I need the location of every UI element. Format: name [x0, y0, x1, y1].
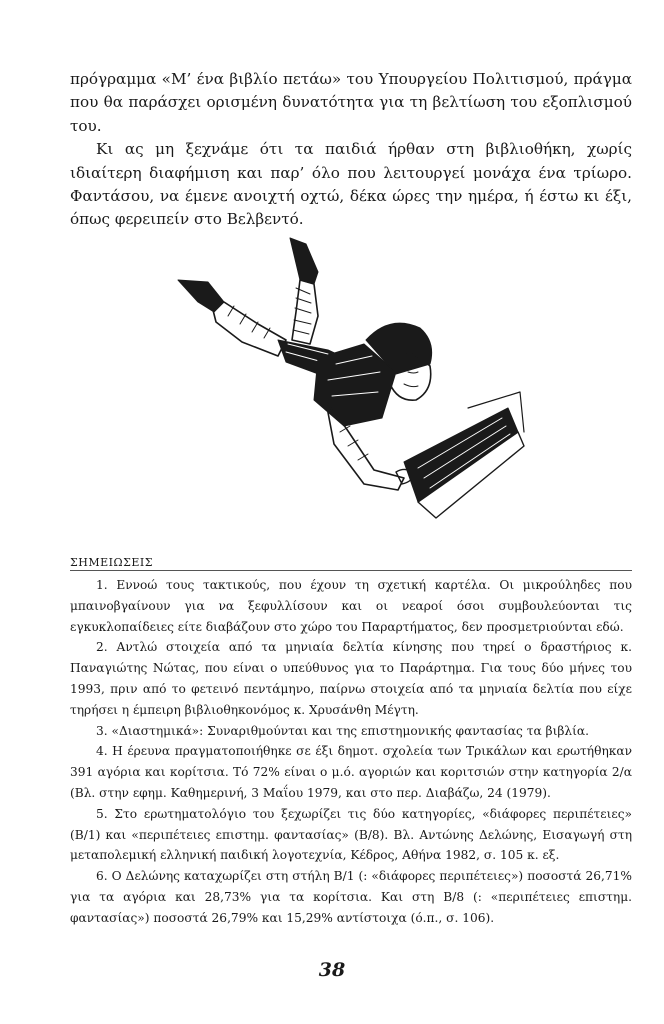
notes-divider	[70, 570, 632, 571]
footnote: 5. Στο ερωτηματολόγιο του ξεχωρίζει τις δύο κατηγορίες, «διάφορες περιπέτειες» (Β/1) και «περιπέτειες επιστημ. φαντασίας» (Β/8). Βλ. Αντώνης Δελώνης, Εισαγωγή στη μεταπολεμική ελληνική παιδική λογοτεχνία, Κέδρος, Αθήνα 1982, σ. 105 κ. εξ.	[70, 806, 632, 863]
footnote: 2. Αντλώ στοιχεία από τα μηνιαία δελτία κίνησης που τηρεί ο δραστήριος κ. Παναγιώτης Νώτας, που είναι ο υπεύθυνος για το Παράρτημα. Για τους δύο μήνες του 1993, πριν από το φετεινό πεντάμηνο, παίρνω στοιχεία από τα μηνιαία δελτία που είχε τηρήσει η έμπειρη βιβλιοθηκονόμος κ. Χρυσάνθη Μέγτη.	[70, 640, 632, 717]
flying-boy-reading-book-illustration	[168, 232, 530, 532]
page-number: 38	[318, 959, 346, 981]
body-paragraph-1: πρόγραμμα «Μ’ ένα βιβλίο πετάω» του Υπουργείου Πολιτισμού, πράγμα που θα παράσχει ορισμένη δυνατότητα για τη βελτίωση του εξοπλισμού του.	[70, 70, 632, 135]
body-text	[70, 68, 632, 232]
body-paragraph-2: Κι ας μη ξεχνάμε ότι τα παιδιά ήρθαν στη βιβλιοθήκη, χωρίς ιδιαίτερη διαφήμιση και παρ’ όλο που λειτουργεί μονάχα ένα τρίωρο. Φαντάσου, να έμενε ανοιχτή οχτώ, δέκα ώρες την ημέρα, ή έστω κι έξι, όπως φερειπείν στο Βελβεντό.	[70, 140, 632, 229]
footnote: 3. «Διαστημικά»: Συναριθμούνται και της επιστημονικής φαντασίας τα βιβλία.	[96, 723, 590, 738]
footnote: 6. Ο Δελώνης καταχωρίζει στη στήλη Β/1 (: «διάφορες περιπέτειες») ποσοστά 26,71% για τα αγόρια και 28,73% για τα κορίτσια. Και στη Β/8 (: «περιπέτειες επιστημ. φαντασίας») ποσοστά 26,79% και 15,29% αντίστοιχα (ό.π., σ. 106).	[70, 869, 632, 925]
footnote: 4. Η έρευνα πραγματοποιήθηκε σε έξι δημοτ. σχολεία των Τρικάλων και ερωτήθηκαν 391 αγόρια και κορίτσια. Τό 72% είναι ο μ.ό. αγοριών και κοριτσιών στην κατηγορία 2/α (Βλ. στην εφημ. Καθημερινή, 3 Μαΐου 1979, και στο περ. Διαβάζω, 24 (1979).	[70, 744, 632, 800]
notes-title: ΣΗΜΕΙΩΣΕΙΣ	[70, 556, 154, 569]
footnotes	[70, 575, 632, 929]
footnote: 1. Εννοώ τους τακτικούς, που έχουν τη σχετική καρτέλα. Οι μικρούληδες που μπαινοβγαίνουν για να ξεφυλλίσουν και οι νεαροί όσοι συμβουλεύονται τις εγκυκλοπαίδειες είτε διαβάζουν στο χώρο του Παραρτήματος, δεν προσμετριούνται εδώ.	[70, 578, 632, 634]
